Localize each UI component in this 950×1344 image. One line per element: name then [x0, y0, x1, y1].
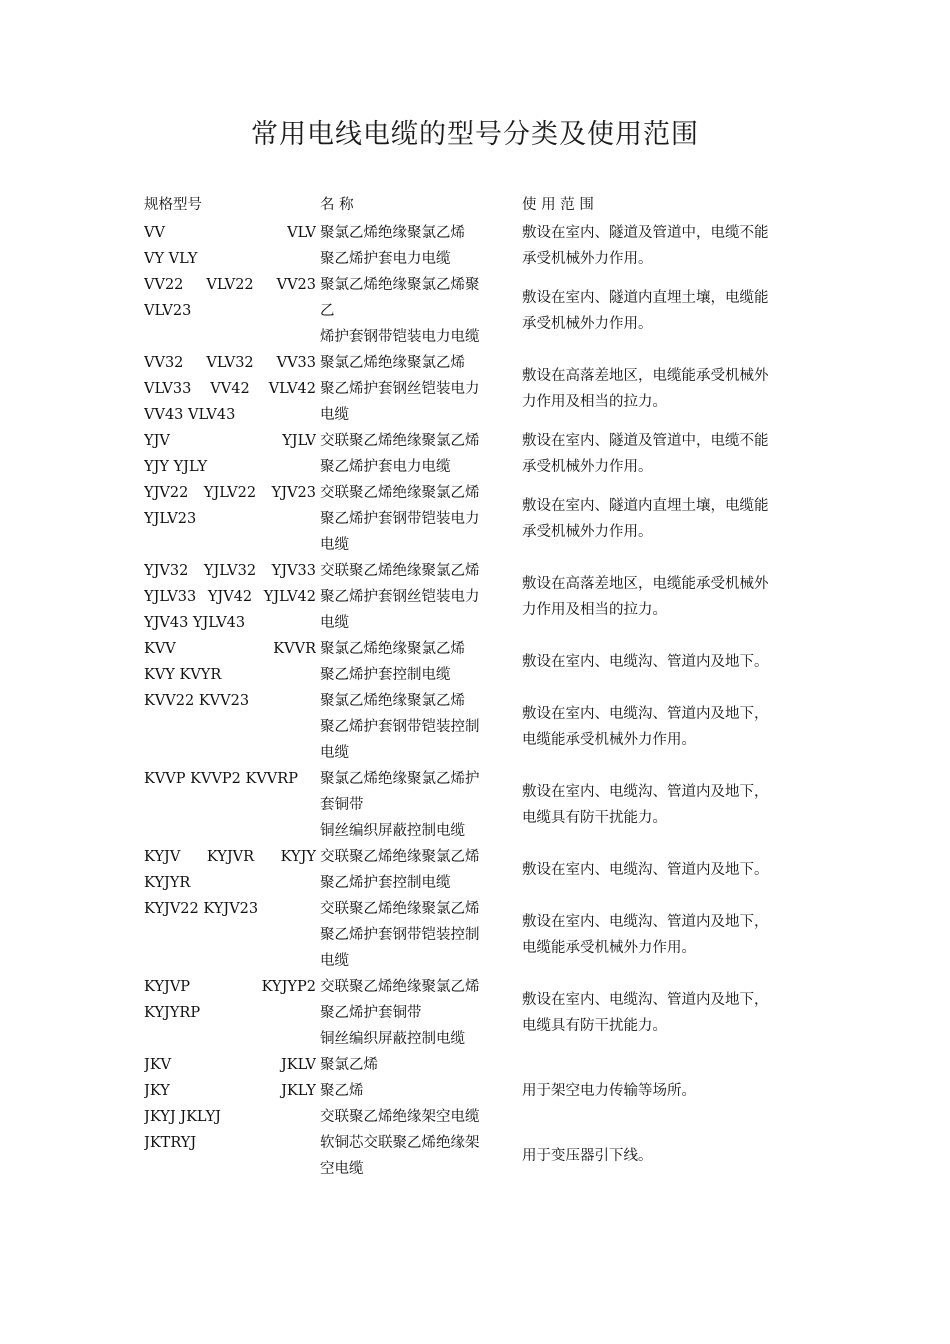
- usage-cell-line: 电缆具有防干扰能力。: [522, 810, 667, 826]
- usage-cell: [522, 779, 814, 831]
- usage-cell-line: 敷设在室内、隧道内直埋土壤，电缆能: [522, 498, 769, 514]
- name-cell-line: 乙: [320, 303, 335, 319]
- usage-cell: [522, 571, 814, 623]
- model-cell-line: JKY JKLY: [144, 1083, 316, 1099]
- model-cell: [144, 480, 320, 532]
- model-cell-line: KYJVP KYJYP2: [144, 979, 316, 995]
- model-cell: [144, 558, 320, 636]
- name-cell: [320, 220, 522, 272]
- usage-cell-line: 敷设在室内、电缆沟、管道内及地下。: [522, 654, 769, 670]
- model-cell-line: VV VLV: [144, 225, 316, 241]
- name-cell: [320, 1130, 522, 1182]
- model-cell-line: JKTRYJ: [144, 1135, 197, 1151]
- name-cell-line: 套铜带: [320, 797, 364, 813]
- table-row: [144, 896, 814, 974]
- model-cell-line: YJLV33 YJV42 YJLV42: [144, 589, 316, 605]
- name-cell-line: 聚氯乙烯绝缘聚氯乙烯: [320, 225, 465, 241]
- header-name: 名 称: [320, 197, 354, 213]
- model-cell: [144, 974, 320, 1026]
- table-row: [144, 1130, 814, 1182]
- name-cell-line: 铜丝编织屏蔽控制电缆: [320, 823, 465, 839]
- model-cell-line: JKV JKLV: [144, 1057, 316, 1073]
- name-cell: [320, 480, 522, 558]
- usage-cell-line: 承受机械外力作用。: [522, 316, 653, 332]
- usage-cell-line: 敷设在室内、隧道内直埋土壤，电缆能: [522, 290, 769, 306]
- model-cell-line: VV43 VLV43: [144, 407, 236, 423]
- name-cell-line: 聚氯乙烯绝缘聚氯乙烯聚: [320, 277, 480, 293]
- name-cell-line: 聚氯乙烯绝缘聚氯乙烯护: [320, 771, 480, 787]
- model-cell: [144, 428, 320, 480]
- usage-cell-line: 敷设在高落差地区，电缆能承受机械外: [522, 576, 769, 592]
- usage-cell: [522, 701, 814, 753]
- model-cell: [144, 1052, 320, 1130]
- usage-cell-line: 用于架空电力传输等场所。: [522, 1083, 696, 1099]
- model-cell-line: YJLV23: [144, 511, 197, 527]
- usage-cell-line: 敷设在室内、电缆沟、管道内及地下。: [522, 862, 769, 878]
- name-cell-line: 聚氯乙烯绝缘聚氯乙烯: [320, 693, 465, 709]
- name-cell: [320, 974, 522, 1052]
- name-cell-line: 烯护套钢带铠装电力电缆: [320, 329, 480, 345]
- model-cell-line: VY VLY: [144, 251, 198, 267]
- model-cell-line: YJY YJLY: [144, 459, 208, 475]
- name-cell: [320, 896, 522, 974]
- name-cell: [320, 272, 522, 350]
- table-row: [144, 636, 814, 688]
- model-cell-line: KVVP KVVP2 KVVRP: [144, 771, 298, 787]
- model-cell-line: YJV32 YJLV32 YJV33: [144, 563, 316, 579]
- usage-cell: [522, 909, 814, 961]
- name-cell-line: 空电缆: [320, 1161, 364, 1177]
- name-cell-line: 交联聚乙烯绝缘聚氯乙烯: [320, 849, 480, 865]
- table-row: [144, 272, 814, 350]
- usage-cell-line: 电缆具有防干扰能力。: [522, 1018, 667, 1034]
- name-cell-line: 交联聚乙烯绝缘架空电缆: [320, 1109, 480, 1125]
- name-cell-line: 交联聚乙烯绝缘聚氯乙烯: [320, 901, 480, 917]
- usage-cell-line: 敷设在室内、电缆沟、管道内及地下，: [522, 914, 769, 930]
- name-cell: [320, 636, 522, 688]
- usage-cell-line: 敷设在高落差地区，电缆能承受机械外: [522, 368, 769, 384]
- name-cell-line: 交联聚乙烯绝缘聚氯乙烯: [320, 979, 480, 995]
- model-cell-line: KYJV KYJVR KYJY: [144, 849, 316, 865]
- model-cell: [144, 636, 320, 688]
- table-row: [144, 688, 814, 766]
- model-cell-line: VV32 VLV32 VV33: [144, 355, 316, 371]
- name-cell-line: 电缆: [320, 745, 349, 761]
- table-row: [144, 766, 814, 844]
- name-cell-line: 聚乙烯护套钢丝铠装电力: [320, 589, 480, 605]
- name-cell-line: 软铜芯交联聚乙烯绝缘架: [320, 1135, 480, 1151]
- document-title: 常用电线电缆的型号分类及使用范围: [251, 119, 699, 150]
- name-cell: [320, 428, 522, 480]
- name-cell-line: 聚乙烯护套钢丝铠装电力: [320, 381, 480, 397]
- usage-cell: [522, 649, 814, 675]
- model-cell-line: KYJYR: [144, 875, 191, 891]
- name-cell-line: 电缆: [320, 615, 349, 631]
- usage-cell: [522, 987, 814, 1039]
- model-cell: [144, 896, 320, 922]
- model-cell: [144, 688, 320, 714]
- model-cell: [144, 844, 320, 896]
- name-cell: [320, 766, 522, 844]
- table-row: [144, 220, 814, 272]
- name-cell: [320, 558, 522, 636]
- name-cell-line: 聚氯乙烯: [320, 1057, 378, 1073]
- model-cell-line: YJV YJLV: [144, 433, 316, 449]
- usage-cell-line: 电缆能承受机械外力作用。: [522, 732, 696, 748]
- name-cell-line: 交联聚乙烯绝缘聚氯乙烯: [320, 485, 480, 501]
- usage-cell: [522, 1078, 814, 1104]
- model-cell: [144, 220, 320, 272]
- usage-cell: [522, 220, 814, 272]
- usage-cell-line: 承受机械外力作用。: [522, 251, 653, 267]
- header-model: 规格型号: [144, 197, 202, 213]
- table-row: [144, 558, 814, 636]
- name-cell-line: 聚乙烯护套电力电缆: [320, 459, 451, 475]
- table-row: [144, 350, 814, 428]
- name-cell-line: 聚乙烯护套铜带: [320, 1005, 422, 1021]
- name-cell: [320, 688, 522, 766]
- model-cell: [144, 1130, 320, 1156]
- usage-cell-line: 用于变压器引下线。: [522, 1148, 653, 1164]
- usage-cell: [522, 493, 814, 545]
- model-cell: [144, 766, 320, 792]
- name-cell-line: 交联聚乙烯绝缘聚氯乙烯: [320, 433, 480, 449]
- model-cell-line: VLV23: [144, 303, 192, 319]
- model-cell-line: KVV KVVR: [144, 641, 316, 657]
- name-cell-line: 聚氯乙烯绝缘聚氯乙烯: [320, 641, 465, 657]
- usage-cell: [522, 857, 814, 883]
- model-cell: [144, 350, 320, 428]
- name-cell-line: 聚乙烯护套控制电缆: [320, 875, 451, 891]
- model-cell-line: YJV22 YJLV22 YJV23: [144, 485, 316, 501]
- usage-cell: [522, 363, 814, 415]
- header-usage: 使 用 范 围: [522, 197, 594, 213]
- usage-cell-line: 承受机械外力作用。: [522, 524, 653, 540]
- name-cell-line: 电缆: [320, 537, 349, 553]
- usage-cell-line: 电缆能承受机械外力作用。: [522, 940, 696, 956]
- name-cell: [320, 844, 522, 896]
- model-cell-line: KVV22 KVV23: [144, 693, 250, 709]
- model-cell-line: KVY KVYR: [144, 667, 222, 683]
- table-row: [144, 1052, 814, 1130]
- usage-cell-line: 敷设在室内、隧道及管道中，电缆不能: [522, 433, 769, 449]
- model-cell-line: JKYJ JKLYJ: [144, 1109, 221, 1125]
- usage-cell-line: 敷设在室内、电缆沟、管道内及地下，: [522, 706, 769, 722]
- model-cell-line: KYJYRP: [144, 1005, 201, 1021]
- model-cell-line: KYJV22 KYJV23: [144, 901, 259, 917]
- model-cell-line: YJV43 YJLV43: [144, 615, 246, 631]
- name-cell-line: 铜丝编织屏蔽控制电缆: [320, 1031, 465, 1047]
- usage-cell-line: 承受机械外力作用。: [522, 459, 653, 475]
- name-cell-line: 聚乙烯护套钢带铠装控制: [320, 927, 480, 943]
- table-row: [144, 428, 814, 480]
- usage-cell: [522, 285, 814, 337]
- name-cell-line: 聚乙烯护套钢带铠装电力: [320, 511, 480, 527]
- usage-cell: [522, 428, 814, 480]
- cable-table: [144, 192, 814, 1182]
- name-cell-line: 聚乙烯护套控制电缆: [320, 667, 451, 683]
- name-cell-line: 聚乙烯: [320, 1083, 364, 1099]
- name-cell-line: 电缆: [320, 953, 349, 969]
- usage-cell-line: 敷设在室内、电缆沟、管道内及地下，: [522, 784, 769, 800]
- usage-cell-line: 敷设在室内、电缆沟、管道内及地下，: [522, 992, 769, 1008]
- name-cell-line: 电缆: [320, 407, 349, 423]
- table-row: [144, 844, 814, 896]
- usage-cell-line: 力作用及相当的拉力。: [522, 394, 667, 410]
- usage-cell: [522, 1143, 814, 1169]
- usage-cell-line: 力作用及相当的拉力。: [522, 602, 667, 618]
- model-cell-line: VLV33 VV42 VLV42: [144, 381, 316, 397]
- name-cell-line: 聚乙烯护套电力电缆: [320, 251, 451, 267]
- name-cell: [320, 350, 522, 428]
- name-cell: [320, 1052, 522, 1130]
- table-row: [144, 974, 814, 1052]
- name-cell-line: 聚氯乙烯绝缘聚氯乙烯: [320, 355, 465, 371]
- usage-cell-line: 敷设在室内、隧道及管道中，电缆不能: [522, 225, 769, 241]
- model-cell-line: VV22 VLV22 VV23: [144, 277, 316, 293]
- table-row: [144, 480, 814, 558]
- name-cell-line: 交联聚乙烯绝缘聚氯乙烯: [320, 563, 480, 579]
- model-cell: [144, 272, 320, 324]
- name-cell-line: 聚乙烯护套钢带铠装控制: [320, 719, 480, 735]
- table-header-row: [144, 192, 814, 218]
